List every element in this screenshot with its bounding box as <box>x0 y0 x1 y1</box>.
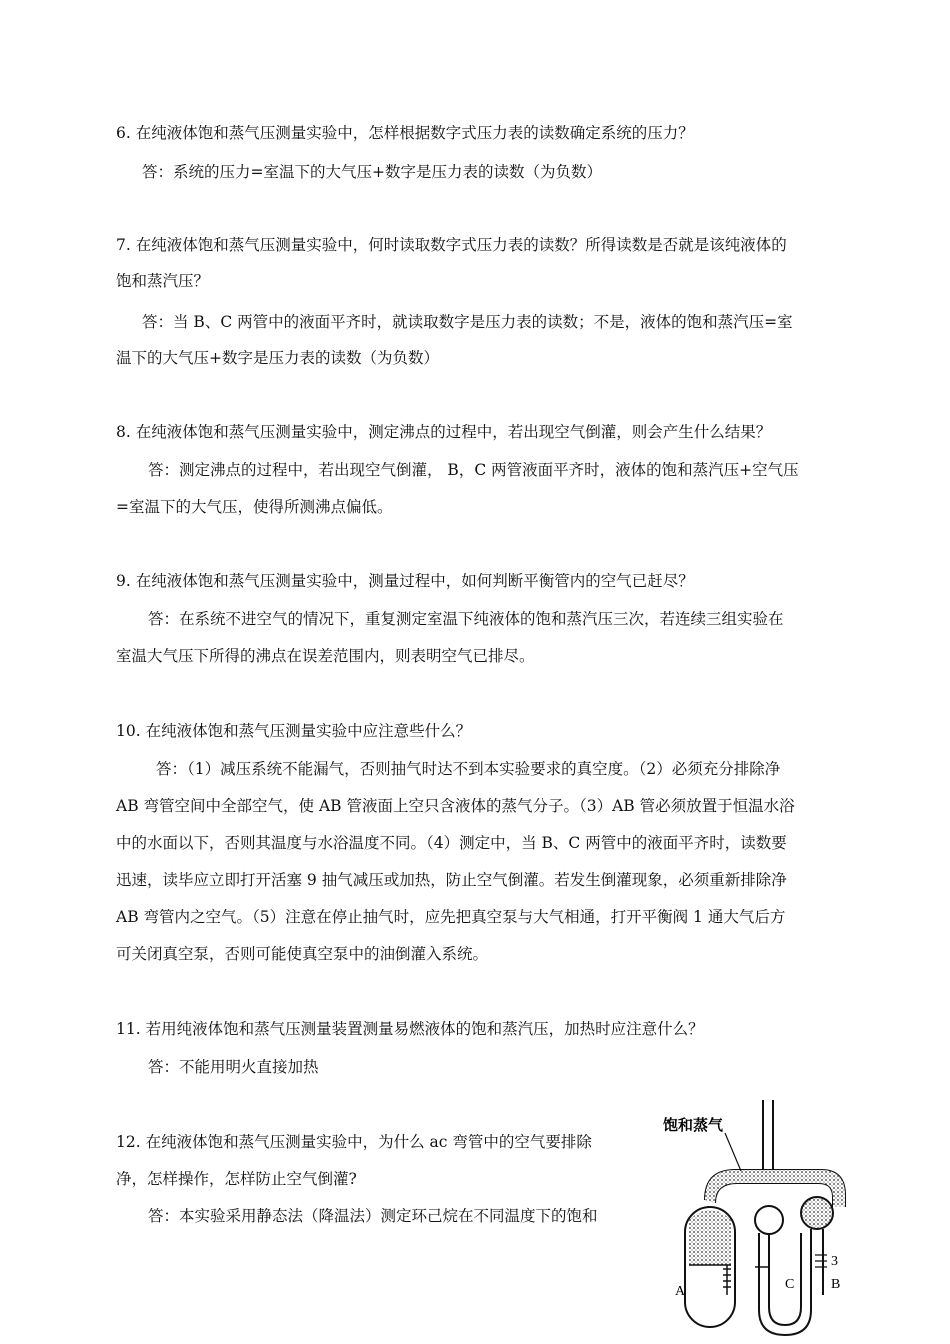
answer-10-line-3: 中的水面以下，否则其温度与水浴温度不同。（4）测定中，当 B、C 两管中的液面平齐时，读数要 <box>116 834 787 852</box>
answer-12-line-1: 答：本实验采用静态法（降温法）测定环己烷在不同温度下的饱和 <box>148 1207 598 1225</box>
figure-title: 饱和蒸气 <box>663 1116 724 1134</box>
answer-8-line-2: =室温下的大气压，使得所测沸点偏低。 <box>116 498 393 516</box>
question-6: 6. 在纯液体饱和蒸气压测量实验中，怎样根据数字式压力表的读数确定系统的压力？ <box>116 124 694 142</box>
figure-label-b: B <box>831 1277 841 1292</box>
question-11: 11. 若用纯液体饱和蒸气压测量装置测量易燃液体的饱和蒸汽压，加热时应注意什么？ <box>116 1020 704 1038</box>
answer-9-line-1: 答：在系统不进空气的情况下，重复测定室温下纯液体的饱和蒸汽压三次，若连续三组实验在 <box>148 610 784 628</box>
answer-7-line-2: 温下的大气压+数字是压力表的读数（为负数） <box>116 349 439 367</box>
question-8: 8. 在纯液体饱和蒸气压测量实验中，测定沸点的过程中，若出现空气倒灌，则会产生什么结果？ <box>116 423 772 441</box>
answer-10-line-2: AB 弯管空间中全部空气，使 AB 管液面上空只含液体的蒸气分子。（3）AB 管必须放置于恒温水浴 <box>116 797 795 815</box>
question-10: 10. 在纯液体饱和蒸气压测量实验中应注意些什么？ <box>116 722 472 740</box>
answer-6: 答：系统的压力=室温下的大气压+数字是压力表的读数（为负数） <box>142 163 602 181</box>
answer-10-line-5: AB 弯管内之空气。（5）注意在停止抽气时，应先把真空泵与大气相通，打开平衡阀 1 通大气后方 <box>116 908 786 926</box>
figure-label-3: 3 <box>831 1254 838 1269</box>
question-7-line-1: 7. 在纯液体饱和蒸气压测量实验中，何时读取数字式压力表的读数？所得读数是否就是该纯液体的 <box>116 236 787 254</box>
question-9: 9. 在纯液体饱和蒸气压测量实验中，测量过程中，如何判断平衡管内的空气已赶尽？ <box>116 572 694 590</box>
answer-7-line-1: 答：当 B、C 两管中的液面平齐时，就读取数字是压力表的读数；不是，液体的饱和蒸汽压=室 <box>142 313 793 331</box>
question-12-line-1: 12. 在纯液体饱和蒸气压测量实验中，为什么 ac 弯管中的空气要排除 <box>116 1133 592 1151</box>
isoteniscope-figure <box>645 1095 885 1344</box>
answer-9-line-2: 室温大气压下所得的沸点在误差范围内，则表明空气已排尽。 <box>116 647 535 665</box>
answer-10-line-4: 迅速，读毕应立即打开活塞 9 抽气减压或加热，防止空气倒灌。若发生倒灌现象，必须重新排除净 <box>116 871 787 889</box>
answer-8-line-1: 答：测定沸点的过程中，若出现空气倒灌， B，C 两管液面平齐时，液体的饱和蒸汽压+空气压 <box>148 461 799 479</box>
figure-label-c: C <box>785 1277 795 1292</box>
answer-10-line-1: 答：（1）减压系统不能漏气，否则抽气时达不到本实验要求的真空度。（2）必须充分排除净 <box>156 760 781 778</box>
answer-11: 答：不能用明火直接加热 <box>148 1058 319 1076</box>
question-12-line-2: 净，怎样操作，怎样防止空气倒灌? <box>116 1170 357 1188</box>
question-7-line-2: 饱和蒸汽压？ <box>116 272 210 290</box>
answer-10-line-6: 可关闭真空泵，否则可能使真空泵中的油倒灌入系统。 <box>116 945 489 963</box>
figure-label-a: A <box>675 1284 686 1299</box>
